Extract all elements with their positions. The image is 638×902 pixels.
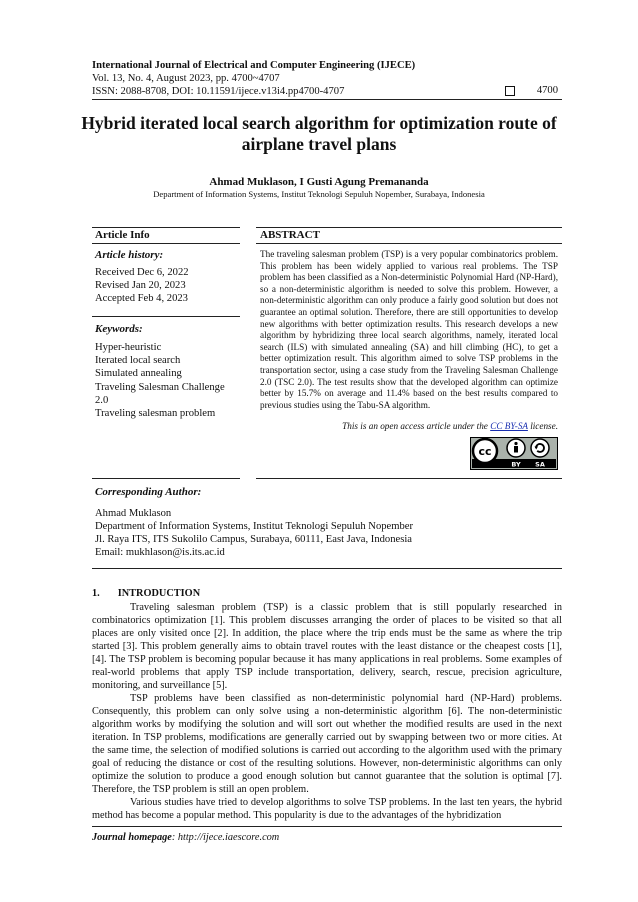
keyword-item: 2.0 xyxy=(95,394,109,406)
keyword-item: Traveling salesman problem xyxy=(95,408,216,420)
journal-title: International Journal of Electrical and Computer Engineering (IJECE) xyxy=(92,60,416,71)
corr-email[interactable]: Email: mukhlason@is.its.ac.id xyxy=(95,547,225,558)
corr-department: Department of Information Systems, Institut Teknologi Sepuluh Nopember xyxy=(95,521,414,532)
history-received: Received Dec 6, 2022 xyxy=(95,267,189,278)
corresponding-author-block xyxy=(95,507,413,559)
homepage-url[interactable]: : http://ijece.iaescore.com xyxy=(171,832,280,843)
introduction-heading: 1. INTRODUCTION xyxy=(92,588,201,599)
cc-sa-label: SA xyxy=(535,460,545,469)
keywords-heading: Keywords: xyxy=(95,323,143,335)
affiliation: Department of Information Systems, Institut Teknologi Sepuluh Nopember, Surabaya, Indonesia xyxy=(153,189,485,199)
history-heading: Article history: xyxy=(95,249,164,261)
keyword-item: Simulated annealing xyxy=(95,368,182,380)
journal-homepage xyxy=(92,832,279,843)
corr-address: Jl. Raya ITS, ITS Sukolilo Campus, Surabaya, 60111, East Java, Indonesia xyxy=(95,534,412,545)
corresponding-heading: Corresponding Author: xyxy=(95,486,202,498)
journal-header xyxy=(92,59,415,98)
history-revised: Revised Jan 20, 2023 xyxy=(95,280,186,292)
article-info-heading: Article Info xyxy=(95,229,150,241)
page-number-block xyxy=(505,85,558,96)
journal-issn: ISSN: 2088-8708, DOI: 10.11591/ijece.v13i4.pp4700-4707 xyxy=(92,86,345,97)
keywords-list xyxy=(95,341,225,420)
open-access-prefix: This is an open access article under the xyxy=(342,421,491,431)
introduction-section xyxy=(92,587,562,822)
header-rule xyxy=(92,99,562,100)
homepage-label: Journal homepage xyxy=(92,832,172,843)
open-access-suffix: license. xyxy=(527,421,558,431)
cc-by-sa-badge[interactable] xyxy=(470,437,558,470)
abstract-heading: ABSTRACT xyxy=(260,229,320,241)
corr-name: Ahmad Muklason xyxy=(95,508,172,519)
intro-paragraph: Various studies have tried to develop algorithms to solve TSP problems. In the last ten years, the hybrid method has become a popular method. This popularity is due to the advantages of the hybridization xyxy=(92,797,562,821)
cc-by-label: BY xyxy=(511,460,521,469)
paper-title: Hybrid iterated local search algorithm for optimization route of airplane travel plans xyxy=(81,113,557,154)
history-rule xyxy=(92,316,240,317)
intro-paragraph: Traveling salesman problem (TSP) is a classic problem that is still popularly researched in combinatorics optimization [1]. This problem discusses arranging the order of places to be visited so that all places are only visited once [2]. In addition, the place where the trip ends must be the same as where the trip started [3]. This problem generally aims to obtain travel routes with the least distance or the cheapest costs [1], [4]. The TSP problem is becoming popular because it has many applications in real problems. Some examples of real-world problems that apply TSP include transportation, delivery, search, rescue, precision agriculture, monitoring, and surveillance [5]. xyxy=(92,602,562,691)
checkbox-icon xyxy=(505,86,515,96)
abstract-top-rule xyxy=(256,227,562,228)
history-accepted: Accepted Feb 4, 2023 xyxy=(95,293,188,305)
intro-paragraph: TSP problems have been classified as non-deterministic polynomial hard (NP-Hard) problems. Consequently, this problem can only solve using a non-deterministic algorithm [6]. The non-deterministic algorithm works by modifying the solution and will sort out whether the modified results are used in the next iteration. In TSP problems, modifications are generally carried out by swapping between two or more cities. At the same time, the selection of modified solutions is carried out according to the algorithm used with the primary goal of reducing the distance or cost of the resulting solutions. However, non-deterministic algorithms can only optimize the solution to produce a good enough solution but cannot guarantee that the solution is optimal [7]. Therefore, the TSP problem is still an open problem. xyxy=(92,693,562,795)
info-heading-rule xyxy=(92,243,240,244)
keyword-item: Hyper-heuristic xyxy=(95,342,162,353)
keyword-item: Traveling Salesman Challenge xyxy=(95,381,225,393)
journal-volume: Vol. 13, No. 4, August 2023, pp. 4700~4707 xyxy=(92,73,280,84)
authors: Ahmad Muklason, I Gusti Agung Premananda xyxy=(209,176,429,188)
corr-rule-left xyxy=(92,478,240,479)
svg-text:cc: cc xyxy=(478,445,492,458)
page-number: 4700 xyxy=(536,85,558,96)
abstract-text: The traveling salesman problem (TSP) is a very popular combinatorics problem. This problem has been widely applied to various real problems. The TSP problem has been classified as a Non-deterministic Polynomial Hard (NP-Hard), so a non-deterministic algorithm is needed to solve this problem. However, a non-deterministic algorithm can only produce a fairly good solution but does not guarantee an optimal solution. Therefore, there are still opportunities to develop new algorithms with better optimization results. This research develops a new algorithm by hybridizing three local search algorithms, namely, iterated local search (ILS) with simulated annealing (SA) and hill climbing (HC), to get a better optimization result. This algorithm aimed to solve TSP problems in the transportation sector, using a case study from the Traveling Salesman Challenge 2.0 (TSC 2.0). The test results show that the developed algorithm can optimize better by 15.7% on average and 11.4% based on the best results compared to previous studies using the Tabu-SA algorithm. xyxy=(260,249,558,410)
open-access-note xyxy=(260,421,558,431)
info-top-rule xyxy=(92,227,240,228)
keyword-item: Iterated local search xyxy=(95,355,181,367)
history-list xyxy=(95,266,189,306)
license-link[interactable]: CC BY-SA xyxy=(490,421,528,431)
cc-by-sa-icon xyxy=(470,437,558,470)
corr-bottom-rule xyxy=(92,568,562,569)
corr-rule-right xyxy=(256,478,562,479)
abstract-heading-rule xyxy=(256,243,562,244)
footer-rule xyxy=(92,826,562,827)
